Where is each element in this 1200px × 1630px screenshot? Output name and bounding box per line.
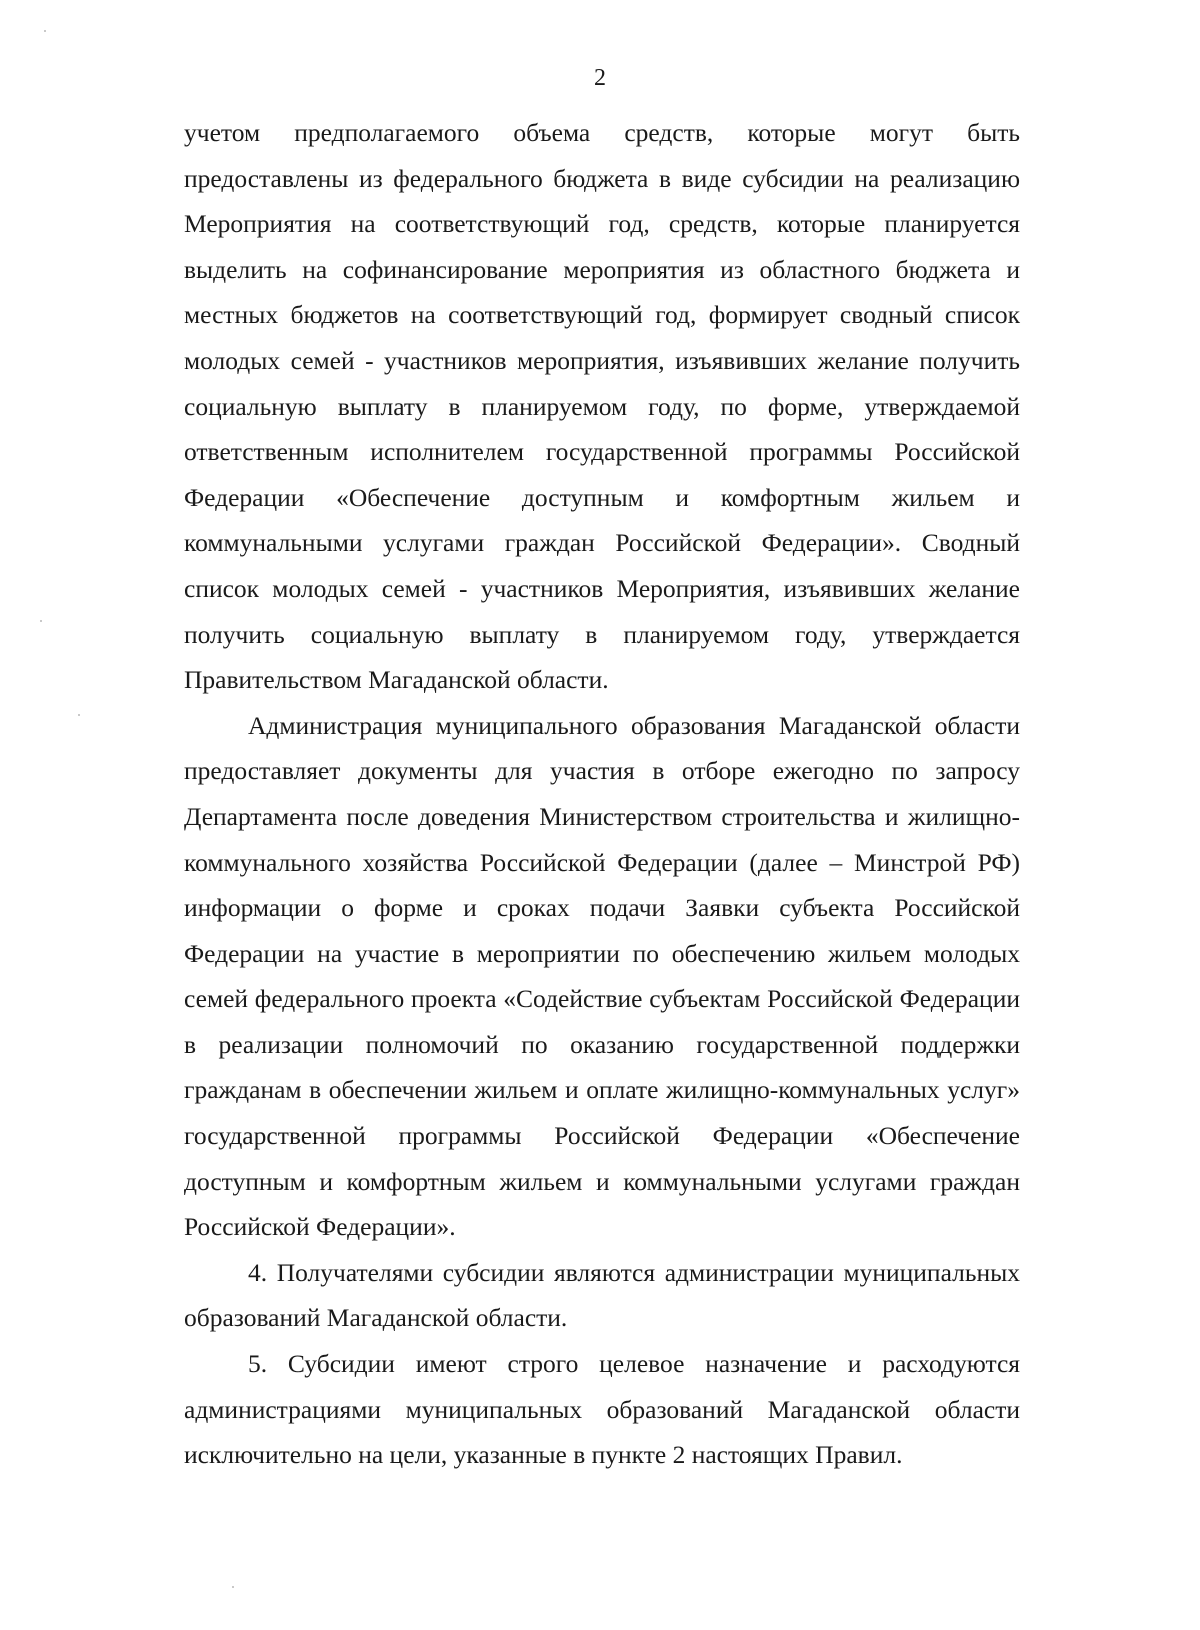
paragraph-continuation: учетом предполагаемого объема средств, которые могут быть предоставлены из федерального бюджета в виде субсидии на реализацию Мероприятия на соответствующий год, средств, которые планируется выделить на софинансирование мероприятия из областного бюджета и местных бюджетов на соответствующий год, формирует сводный список молодых семей - участников мероприятия, изъявивших желание получить социальную выплату в планируемом году, по форме, утверждаемой ответственным исполнителем государственной программы Российской Федерации «Обеспечение доступным и комфортным жильем и коммунальными услугами граждан Российской Федерации». Сводный список молодых семей - участников Мероприятия, изъявивших желание получить социальную выплату в планируемом году, утверждается Правительством Магаданской области.	[184, 118, 1020, 695]
page-number: 2	[594, 65, 606, 91]
paragraph-item-4: 4. Получателями субсидии являются администрации муниципальных образований Магаданской области.	[184, 1257, 1020, 1333]
paragraph-item-5: 5. Субсидии имеют строго целевое назначение и расходуются администрациями муниципальных образований Магаданской области исключительно на цели, указанные в пункте 2 настоящих Правил.	[184, 1349, 1020, 1470]
scan-speck	[232, 1586, 234, 1588]
scan-speck	[78, 714, 80, 716]
scan-speck	[40, 620, 42, 622]
paragraph-municipal-administration: Администрация муниципального образования Магаданской области предоставляет документы для участия в отборе ежегодно по запросу Департамента после доведения Министерством строительства и жилищно-коммунального хозяйства Российской Федерации (далее – Минстрой РФ) информации о форме и сроках подачи Заявки субъекта Российской Федерации на участие в мероприятии по обеспечению жильем молодых семей федерального проекта «Содействие субъектам Российской Федерации в реализации полномочий по оказанию государственной поддержки гражданам в обеспечении жильем и оплате жилищно-коммунальных услуг» государственной программы Российской Федерации «Обеспечение доступным и комфортным жильем и коммунальными услугами граждан Российской Федерации».	[184, 710, 1020, 1242]
document-body	[184, 110, 1020, 1478]
scan-speck	[44, 30, 46, 32]
